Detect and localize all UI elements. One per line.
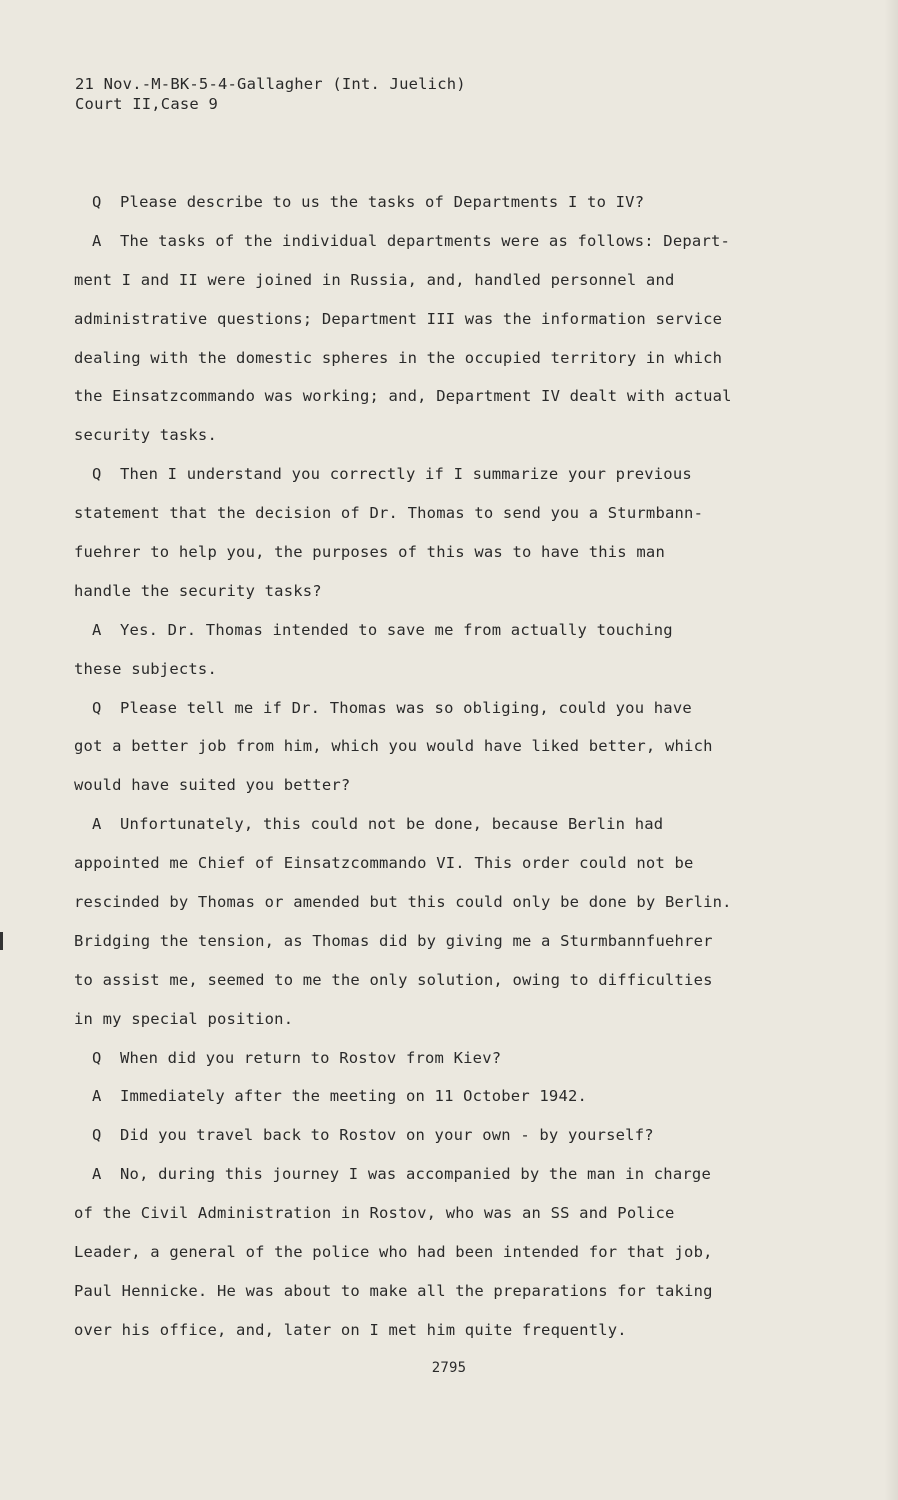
speaker-label: A: [92, 1165, 102, 1184]
line-text: Bridging the tension, as Thomas did by giving me a Sturmbannfuehrer: [74, 931, 713, 950]
transcript-line: [74, 501, 774, 540]
line-text: No, during this journey I was accompanied by the man in charge: [120, 1165, 711, 1184]
line-text: Then I understand you correctly if I summarize your previous: [120, 465, 692, 484]
line-text: would have suited you better?: [74, 776, 351, 795]
line-text: When did you return to Rostov from Kiev?: [120, 1048, 502, 1067]
transcript-line: [74, 890, 774, 929]
transcript-line: [74, 657, 774, 696]
line-text: Unfortunately, this could not be done, because Berlin had: [120, 815, 664, 834]
line-text: the Einsatzcommando was working; and, Department IV dealt with actual: [74, 387, 732, 406]
transcript-body: [74, 190, 774, 1357]
line-text: The tasks of the individual departments were as follows: Depart-: [120, 231, 731, 250]
transcript-line: [74, 268, 774, 307]
line-text: Please describe to us the tasks of Departments I to IV?: [120, 193, 645, 211]
speaker-label: A: [92, 815, 102, 834]
line-text: over his office, and, later on I met him quite frequently.: [74, 1320, 627, 1339]
transcript-line: [74, 1123, 774, 1162]
line-text: handle the security tasks?: [74, 581, 322, 600]
line-text: Immediately after the meeting on 11 October 1942.: [120, 1087, 588, 1106]
line-text: Did you travel back to Rostov on your own - by yourself?: [120, 1126, 654, 1145]
transcript-line: [74, 423, 774, 462]
line-text: fuehrer to help you, the purposes of this was to have this man: [74, 543, 665, 562]
speaker-label: Q: [92, 1048, 102, 1067]
header-reference-line: 21 Nov.-M-BK-5-4-Gallagher (Int. Juelich): [75, 75, 466, 93]
page-number: 2795: [431, 1360, 467, 1376]
document-header: [75, 74, 466, 114]
transcript-line: [74, 1240, 774, 1279]
line-text: got a better job from him, which you would have liked better, which: [74, 737, 713, 756]
transcript-line: [74, 1007, 774, 1046]
line-text: Leader, a general of the police who had been intended for that job,: [74, 1243, 713, 1262]
transcript-line: [74, 579, 774, 618]
transcript-line: [74, 1279, 774, 1318]
transcript-line: [74, 229, 774, 268]
speaker-label: A: [92, 620, 102, 639]
transcript-line: [74, 1084, 774, 1123]
line-text: of the Civil Administration in Rostov, who was an SS and Police: [74, 1204, 675, 1223]
transcript-line: [74, 1046, 774, 1085]
line-text: administrative questions; Department III was the information service: [74, 309, 723, 328]
transcript-line: [74, 734, 774, 773]
transcript-line: [74, 696, 774, 735]
transcript-line: [74, 851, 774, 890]
transcript-line: [74, 346, 774, 385]
speaker-label: Q: [92, 193, 102, 211]
line-text: appointed me Chief of Einsatzcommando VI. This order could not be: [74, 854, 694, 873]
line-text: Paul Hennicke. He was about to make all the preparations for taking: [74, 1281, 713, 1300]
transcript-line: [74, 1318, 774, 1357]
speaker-label: Q: [92, 465, 102, 484]
transcript-line: [74, 929, 774, 968]
transcript-line: [74, 773, 774, 812]
transcript-line: [74, 812, 774, 851]
line-text: to assist me, seemed to me the only solution, owing to difficulties: [74, 970, 713, 989]
line-text: ment I and II were joined in Russia, and, handled personnel and: [74, 270, 675, 289]
speaker-label: Q: [92, 698, 102, 717]
transcript-line: [74, 384, 774, 423]
scan-edge-mark: [0, 932, 3, 950]
transcript-line: [74, 307, 774, 346]
speaker-label: A: [92, 231, 102, 250]
line-text: in my special position.: [74, 1009, 294, 1028]
speaker-label: Q: [92, 1126, 102, 1145]
line-text: rescinded by Thomas or amended but this could only be done by Berlin.: [74, 893, 732, 912]
line-text: statement that the decision of Dr. Thomas to send you a Sturmbann-: [74, 504, 704, 523]
page-edge-shadow: [884, 0, 898, 1500]
line-text: security tasks.: [74, 426, 217, 445]
line-text: dealing with the domestic spheres in the occupied territory in which: [74, 348, 723, 367]
speaker-label: A: [92, 1087, 102, 1106]
transcript-line: [74, 462, 774, 501]
line-text: Yes. Dr. Thomas intended to save me from actually touching: [120, 620, 673, 639]
header-court-line: Court II,Case 9: [75, 95, 218, 113]
transcript-line: [74, 968, 774, 1007]
line-text: Please tell me if Dr. Thomas was so obliging, could you have: [120, 698, 692, 717]
transcript-line: [74, 190, 774, 229]
line-text: these subjects.: [74, 659, 217, 678]
transcript-line: [74, 618, 774, 657]
transcript-line: [74, 1201, 774, 1240]
transcript-line: [74, 1162, 774, 1201]
transcript-line: [74, 540, 774, 579]
